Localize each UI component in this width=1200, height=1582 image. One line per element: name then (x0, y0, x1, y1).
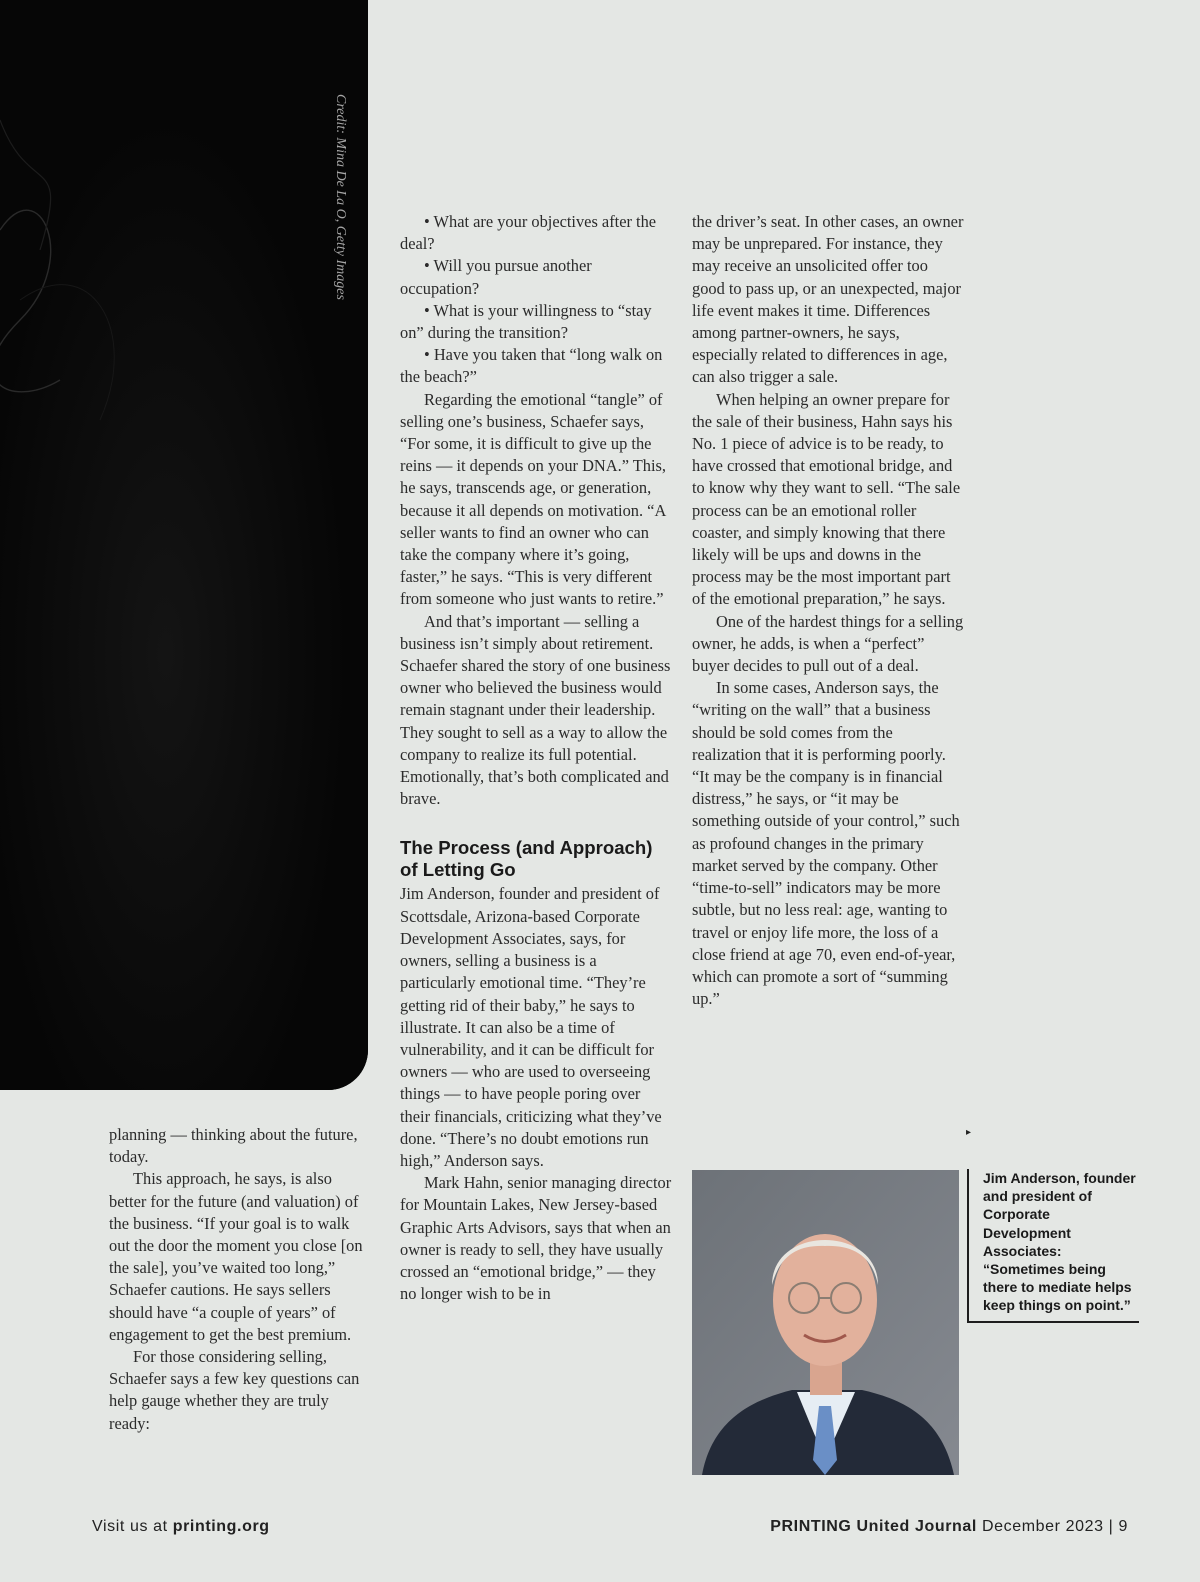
paragraph: the driver’s seat. In other cases, an owner may be unprepared. For instance, they may receive an unsolicited offer too good to pass up, or an unexpected, major life event makes it time. Differences among partner-owners, he says, especially related to differences in age, can also trigger a sale. (692, 212, 964, 387)
footer-visit-prefix: Visit us at (92, 1518, 173, 1535)
footer-separator: | (1103, 1518, 1119, 1535)
paragraph: And that’s important — selling a business isn’t simply about retirement. Schaefer shared the story of one business owner who believed the business would remain stagnant under their leadership. They sought to sell as a way to allow the company to realize its full potential. Emotionally, that’s both complicated and brave. (400, 611, 671, 809)
journal-date: December 2023 (976, 1518, 1104, 1535)
photo-caption: Jim Anderson, founder and president of Corporate Development Associates: “Sometimes being there to mediate helps keep things on point.” (967, 1169, 1139, 1323)
paragraph: For those considering selling, Schaefer says a few key questions can help gauge whether they are truly ready: (109, 1347, 360, 1433)
hero-photo-art (0, 0, 368, 1090)
section-subhead: The Process (and Approach) of Letting Go (400, 837, 653, 881)
continue-arrow-icon: ▸ (966, 1127, 972, 1138)
photo-credit: Credit: Mina De La O, Getty Images (333, 94, 348, 300)
paragraph: • Have you taken that “long walk on the beach?” (400, 345, 663, 387)
paragraph: • Will you pursue another occupation? (400, 256, 592, 298)
paragraph: In some cases, Anderson says, the “writing on the wall” that a business should be sold comes from the realization that it is performing poorly. “It may be the company is in financial distress,” he says, or “it may be something outside of your control,” such as profound changes in the primary market served by the company. Other “time-to-sell” indicators may be more subtle, but no less real: age, wanting to travel or enjoy life more, the loss of a close friend at age 70, even end-of-year, which can promote a sort of “summing up.” (692, 678, 960, 1009)
column-2-bottom-text (400, 883, 672, 1305)
paragraph: • What are your objectives after the deal? (400, 212, 657, 254)
page-number: 9 (1118, 1518, 1128, 1535)
article-column-3 (692, 211, 964, 1010)
paragraph: This approach, he says, is also better for the future (and valuation) of the business. “If your goal is to walk out the door the moment you close [on the sale], you’ve waited too long,” Schaefer cautions. He says sellers should have “a couple of years” of engagement to get the best premium. (109, 1169, 363, 1344)
article-column-1 (109, 1124, 371, 1435)
footer-visit-link[interactable]: printing.org (172, 1518, 270, 1535)
paragraph: Regarding the emotional “tangle” of selling one’s business, Schaefer says, “For some, it is difficult to give up the reins — it depends on your DNA.” This, he says, transcends age, or generation, because it all depends on motivation. “A seller wants to find an owner who can take the company where it’s going, faster,” he says. “This is very different from someone who just wants to retire.” (400, 389, 667, 609)
article-column-2 (400, 211, 672, 1305)
hero-photo (0, 0, 368, 1090)
paragraph: Jim Anderson, founder and president of Scottsdale, Arizona-based Corporate Development Associates, says, for owners, selling a business is a particularly emotional time. “They’re getting rid of their baby,” he says to illustrate. It can also be a time of vulnerability, and it can be difficult for owners — who are used to overseeing things — to have people poring over their financials, criticizing what they’ve done. “There’s no doubt emotions run high,” Anderson says. (400, 884, 662, 1170)
column-2-top-text (400, 211, 672, 810)
paragraph: When helping an owner prepare for the sale of their business, Hahn says his No. 1 piece of advice is to be ready, to have crossed that emotional bridge, and to know why they want to sell. “The sale process can be an emotional roller coaster, and simply knowing that there likely will be ups and downs in the process may be the most important part of the emotional preparation,” he says. (692, 389, 961, 609)
paragraph: Mark Hahn, senior managing director for Mountain Lakes, New Jersey-based Graphic Arts Advisors, says that when an owner is ready to sell, they have usually crossed an “emotional bridge,” — they no longer wish to be in (400, 1173, 672, 1304)
paragraph: • What is your willingness to “stay on” during the transition? (400, 300, 652, 343)
paragraph: planning — thinking about the future, today. (109, 1125, 358, 1167)
footer-journal (770, 1518, 1128, 1536)
footer-visit (92, 1518, 270, 1536)
paragraph: One of the hardest things for a selling owner, he adds, is when a “perfect” buyer decides to pull out of a deal. (692, 611, 964, 676)
portrait-illustration (692, 1170, 959, 1475)
portrait-photo (692, 1170, 959, 1475)
journal-brand: PRINTING United Journal (770, 1518, 977, 1535)
